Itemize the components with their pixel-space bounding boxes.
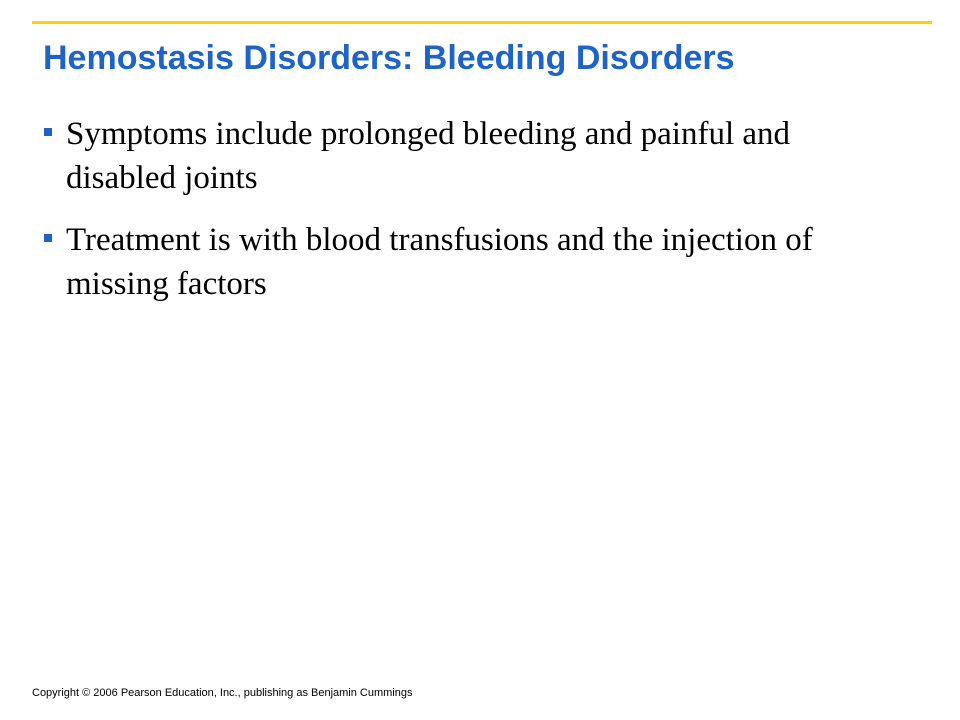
slide-title: Hemostasis Disorders: Bleeding Disorders — [43, 39, 735, 77]
square-bullet-icon — [44, 128, 52, 136]
bullet-item-symptoms — [44, 112, 904, 200]
square-bullet-icon — [44, 234, 52, 242]
bullet-item-treatment — [44, 218, 904, 306]
bullet-text: Treatment is with blood transfusions and the injection of missing factors — [66, 222, 813, 302]
copyright-footer: Copyright © 2006 Pearson Education, Inc., publishing as Benjamin Cummings — [32, 687, 413, 699]
bullet-list — [44, 112, 904, 324]
top-rule-divider — [32, 21, 932, 24]
bullet-text: Symptoms include prolonged bleeding and painful and disabled joints — [66, 116, 791, 196]
